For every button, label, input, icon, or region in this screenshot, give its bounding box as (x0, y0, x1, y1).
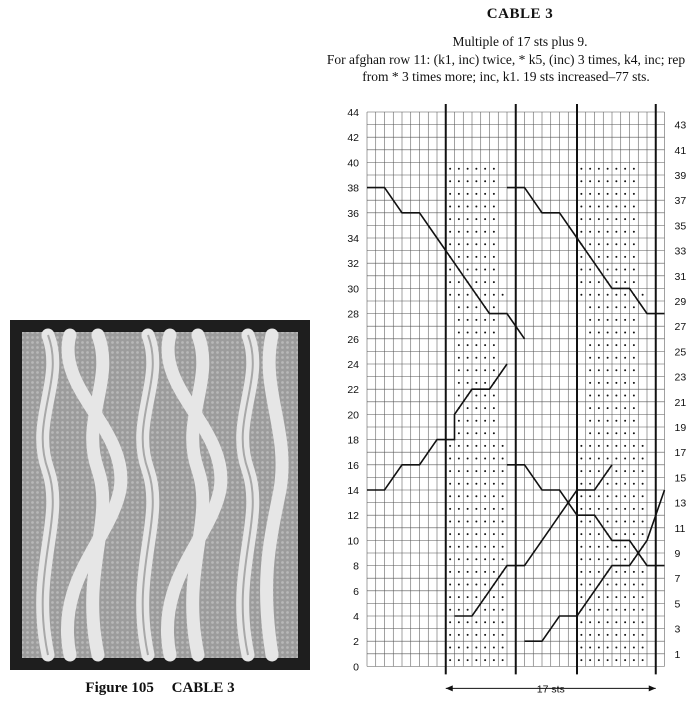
pattern-title: CABLE 3 (486, 6, 554, 22)
row-label-right: 39 (674, 170, 687, 182)
row-label-left: 42 (347, 132, 359, 145)
row-label-left: 20 (347, 409, 359, 422)
row-label-right: 5 (674, 598, 681, 611)
row-label-left: 40 (347, 157, 359, 170)
row-label-right: 11 (674, 522, 686, 535)
row-label-left: 34 (347, 233, 359, 245)
row-label-right: 23 (674, 371, 687, 384)
row-label-right: 13 (674, 497, 687, 510)
row-label-right: 41 (674, 144, 687, 157)
knitting-chart (315, 100, 700, 707)
row-label-left: 32 (347, 258, 359, 271)
row-label-right: 37 (674, 195, 687, 208)
row-label-right: 1 (674, 648, 681, 661)
row-label-right: 17 (674, 447, 687, 460)
row-label-right: 35 (674, 220, 687, 233)
figure-name: CABLE 3 (171, 680, 235, 696)
row-label-left: 8 (353, 560, 359, 573)
row-label-right: 33 (674, 245, 687, 258)
row-label-left: 44 (347, 107, 359, 119)
row-label-right: 15 (674, 472, 687, 485)
row-label-left: 2 (353, 636, 359, 649)
figure-label: Figure 105 (85, 680, 154, 696)
row-label-left: 6 (353, 585, 359, 598)
row-label-left: 24 (347, 359, 359, 371)
row-label-left: 18 (347, 434, 359, 447)
row-label-right: 29 (674, 296, 687, 308)
row-label-left: 16 (347, 459, 359, 472)
row-label-right: 25 (674, 346, 687, 359)
row-label-left: 22 (347, 384, 359, 397)
row-label-right: 27 (674, 321, 687, 334)
row-label-right: 21 (674, 396, 687, 409)
figure-caption (0, 680, 320, 697)
row-label-left: 14 (347, 485, 359, 497)
afghan-instructions: For afghan row 11: (k1, inc) twice, * k5, (inc) 3 times, k4, inc; rep from * 3 times more; inc, k1. 19 sts increased–77 sts. (326, 52, 686, 84)
row-label-right: 9 (674, 548, 681, 560)
row-label-left: 12 (347, 510, 359, 523)
row-label-right: 3 (674, 623, 681, 636)
row-label-right: 31 (674, 270, 687, 283)
row-label-left: 4 (353, 611, 359, 623)
stitch-multiple: Multiple of 17 sts plus 9. (452, 34, 588, 49)
row-label-left: 26 (347, 333, 359, 346)
row-label-left: 28 (347, 308, 359, 321)
row-label-left: 30 (347, 283, 359, 296)
row-label-right: 7 (674, 573, 681, 586)
row-label-left: 36 (347, 207, 359, 220)
row-label-left: 38 (347, 182, 359, 195)
row-label-left: 10 (347, 535, 359, 548)
row-label-right: 19 (674, 422, 687, 434)
row-label-right: 43 (674, 119, 687, 132)
knitted-swatch-photo (10, 320, 310, 670)
repeat-span-label: 17 sts (536, 683, 565, 696)
row-label-left: 0 (353, 661, 359, 674)
